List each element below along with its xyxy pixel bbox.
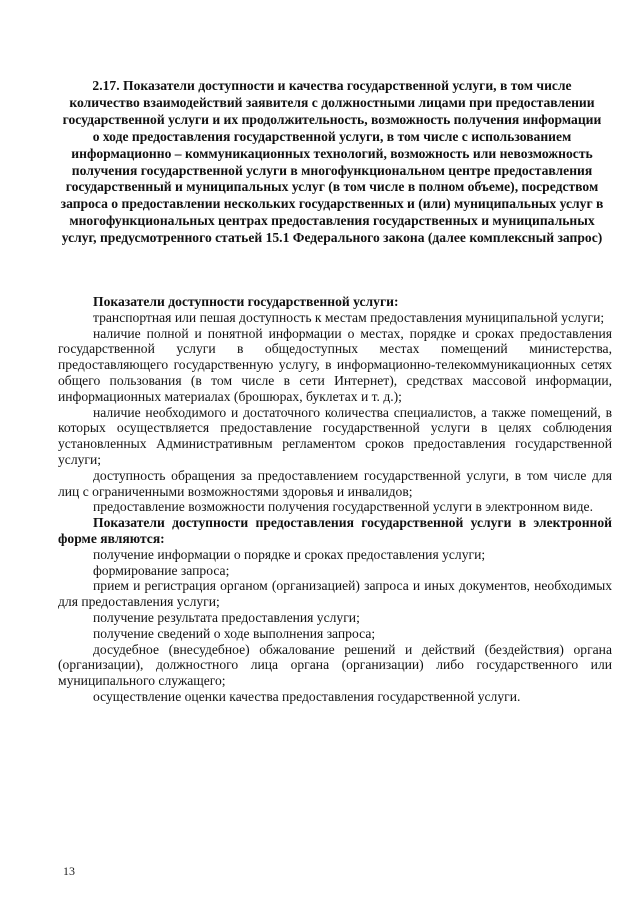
section1-title: Показатели доступности государственной услуги:: [93, 294, 399, 309]
section2-item: получение результата предоставления услуги;: [93, 609, 360, 625]
section1-item: доступность обращения за предоставлением государственной услуги, в том числе для лиц с ограниченными возможностями здоровья и инвалидов;: [58, 467, 612, 499]
section2-item: получение сведений о ходе выполнения запроса;: [93, 625, 376, 641]
section1-item: наличие полной и понятной информации о местах, порядке и сроках предоставления государственной услуги в общедоступных местах помещений министерства, предоставляющего государственную услугу, в информационно-телекоммуникационных сетях общего пользования (в том числе в сети Интернет), средствах массовой информации, информационных материалах (брошюрах, буклетах и т. д.);: [58, 325, 612, 404]
section2-item: прием и регистрация органом (организацией) запроса и иных документов, необходимых для предоставления услуги;: [58, 578, 612, 610]
page-number: 13: [63, 864, 75, 878]
section2-item: формирование запроса;: [93, 562, 230, 578]
section1-item: наличие необходимого и достаточного количества специалистов, а также помещений, в которых осуществляется предоставление государственной услуги в целях соблюдения установленных Административным регламентом сроков предоставления государственной услуги;: [58, 404, 612, 467]
section-heading: 2.17. Показатели доступности и качества государственной услуги, в том числе количество взаимодействий заявителя с должностными лицами при предоставлении государственной услуги и их продолжительность, возможность получения информации о ходе предоставления государственной услуги, в том числе с использованием информационно – коммуникационных технологий, возможность или невозможность получения государственной услуги в многофункциональном центре предоставления государственный и муниципальных услуг (в том числе в полном объеме), посредством запроса о предоставлении нескольких государственных и (или) муниципальных услуг в многофункциональных центрах предоставления государственных и муниципальных услуг, предусмотренного статьей 15.1 Федерального закона (далее комплексный запрос): [60, 78, 604, 246]
section2-item: досудебное (внесудебное) обжалование решений и действий (бездействия) органа (организации), должностного лица органа (организации) либо государственного или муниципального служащего;: [58, 641, 612, 689]
section2-item: получение информации о порядке и сроках предоставления услуги;: [93, 546, 486, 562]
section1-item: предоставление возможности получения государственной услуги в электронном виде.: [93, 499, 593, 515]
section1-item: транспортная или пешая доступность к местам предоставления муниципальной услуги;: [93, 309, 605, 325]
document-body: [58, 294, 612, 705]
section2-title: Показатели доступности предоставления государственной услуги в электронной форме являются:: [58, 515, 612, 546]
section2-item: осуществление оценки качества предоставления государственной услуги.: [93, 688, 521, 704]
